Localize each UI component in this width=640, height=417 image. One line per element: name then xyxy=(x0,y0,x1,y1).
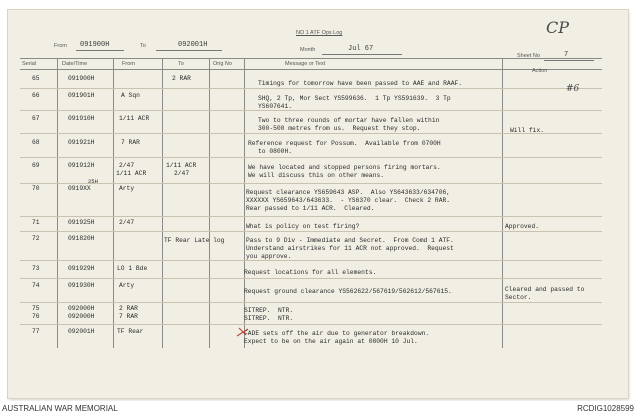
message-line: 300-500 metres from us. Request they stop. xyxy=(258,125,421,132)
from-second: 1/11 ACR xyxy=(116,170,147,177)
message-line: Reference request for Possum. Available from 0700H xyxy=(248,140,441,147)
action: Will fix. xyxy=(510,127,545,134)
col-orig-no: Orig No xyxy=(213,61,232,67)
serial: 68 xyxy=(32,139,40,146)
from: Arty xyxy=(119,185,135,192)
action: Approved. xyxy=(505,223,540,230)
message-line: Request clearance YS659643 ASP. Also YS643633/634706, xyxy=(246,189,451,196)
from: 7 RAR xyxy=(121,139,140,146)
message-line: Request locations for all elements. xyxy=(244,269,377,276)
message-line: SHQ, 2 Tp, Mor Sect YS599636. 1 Tp YS591639. 3 Tp xyxy=(258,95,451,102)
serial: 69 xyxy=(32,162,40,169)
message-line: We have located and stopped persons firing mortars. xyxy=(248,164,441,171)
archive-reference: RCDIG1028599 xyxy=(577,404,634,413)
message-line: XXXXXX YS659643/643633. - YS6370 clear. Check 2 RAR. xyxy=(246,197,451,204)
message-line: to 0800H. xyxy=(258,148,293,155)
serial: 77 xyxy=(32,328,40,335)
from: 2 RAR xyxy=(119,305,138,312)
date-time: 091929H xyxy=(68,265,95,272)
col-to: To xyxy=(178,61,184,67)
from-value: 091900H xyxy=(80,41,110,49)
date-time: 0919XX xyxy=(68,185,91,192)
to-value: 092001H xyxy=(178,41,208,49)
date-time: 091901H xyxy=(68,92,95,99)
document-title: NO 1 ATF Ops Log xyxy=(296,30,343,36)
col-datetime: Date/Time xyxy=(62,61,88,67)
message-line: Two to three rounds of mortar have fallen within xyxy=(258,117,440,124)
margin-mark: #6 xyxy=(566,84,580,94)
serial: 71 xyxy=(32,219,40,226)
col-action: Action xyxy=(532,68,548,74)
message-line: Rear passed to 1/11 ACR. Cleared. xyxy=(246,205,375,212)
from: A Sqn xyxy=(121,92,140,99)
to-underline xyxy=(156,50,222,51)
serial: 66 xyxy=(32,92,40,99)
col-from: From xyxy=(122,61,135,67)
from: TF Rear xyxy=(117,328,144,335)
date-time: 092000H xyxy=(68,305,95,312)
message-line: SITREP. NTR. xyxy=(244,315,294,322)
sheet-label: Sheet No xyxy=(517,53,540,59)
to-second: 2/47 xyxy=(174,170,190,177)
from-label: From xyxy=(54,43,67,49)
handwritten-correction-mark xyxy=(236,326,250,338)
to: 1/11 ACR xyxy=(166,162,197,169)
to-label: To xyxy=(140,43,146,49)
serial: 73 xyxy=(32,265,40,272)
serial: 72 xyxy=(32,235,40,242)
from: 2/47 xyxy=(119,162,135,169)
message-line: YS607641. xyxy=(258,103,293,110)
from: 7 RAR xyxy=(119,313,138,320)
message-line: We will discuss this on other means. xyxy=(248,172,385,179)
date-time-correction: 25H xyxy=(88,178,98,185)
message-line: FADE sets off the air due to generator breakdown. xyxy=(244,330,430,337)
col-message: Message or Text xyxy=(285,61,326,67)
serial: 70 xyxy=(32,185,40,192)
message-line: Timings for tomorrow have been passed to AAE and RAAF. xyxy=(258,80,463,87)
message-line: Understand airstrikes for 11 ACR not approved. Request xyxy=(246,245,454,252)
handwritten-annotation: CP xyxy=(546,18,570,37)
sheet-underline xyxy=(544,60,594,61)
archive-name: AUSTRALIAN WAR MEMORIAL xyxy=(2,404,118,413)
to: 2 RAR xyxy=(172,75,191,82)
date-time: 091910H xyxy=(68,115,95,122)
date-time: 092000H xyxy=(68,313,95,320)
from: LO 1 Bde xyxy=(117,265,148,272)
col-serial: Serial xyxy=(22,61,37,67)
date-time: 091930H xyxy=(68,282,95,289)
month-underline xyxy=(322,54,402,55)
from: 1/11 ACR xyxy=(119,115,150,122)
date-time: 092001H xyxy=(68,328,95,335)
message-line: you approve. xyxy=(246,253,292,260)
date-time: 091912H xyxy=(68,162,95,169)
date-time: 091925H xyxy=(68,219,95,226)
date-time: 091921H xyxy=(68,139,95,146)
message-line: Request ground clearance YS562622/567619/562612/567615. xyxy=(244,288,452,295)
serial: 75 xyxy=(32,305,40,312)
action: Cleared and passed to Sector. xyxy=(505,286,585,301)
archive-footer xyxy=(0,401,640,417)
month-value: Jul 67 xyxy=(348,45,374,53)
date-time: 091820H xyxy=(68,235,95,242)
message-line: SITREP. NTR. xyxy=(244,307,294,314)
serial: 74 xyxy=(32,282,40,289)
serial: 76 xyxy=(32,313,40,320)
date-time: 091900H xyxy=(68,75,95,82)
from-underline xyxy=(76,50,124,51)
message-line: What is policy on test firing? xyxy=(246,223,360,230)
serial: 65 xyxy=(32,75,40,82)
from: Arty xyxy=(119,282,135,289)
sheet-value: 7 xyxy=(564,51,569,59)
month-label: Month xyxy=(300,47,316,53)
message-line: Pass to 9 Div - Immediate and Secret. From Comd 1 ATF. xyxy=(246,237,454,244)
to: TF Rear Late log xyxy=(164,237,225,244)
message-line: Expect to be on the air again at 0800H 10 Jul. xyxy=(244,338,418,345)
serial: 67 xyxy=(32,115,40,122)
from: 2/47 xyxy=(119,219,135,226)
